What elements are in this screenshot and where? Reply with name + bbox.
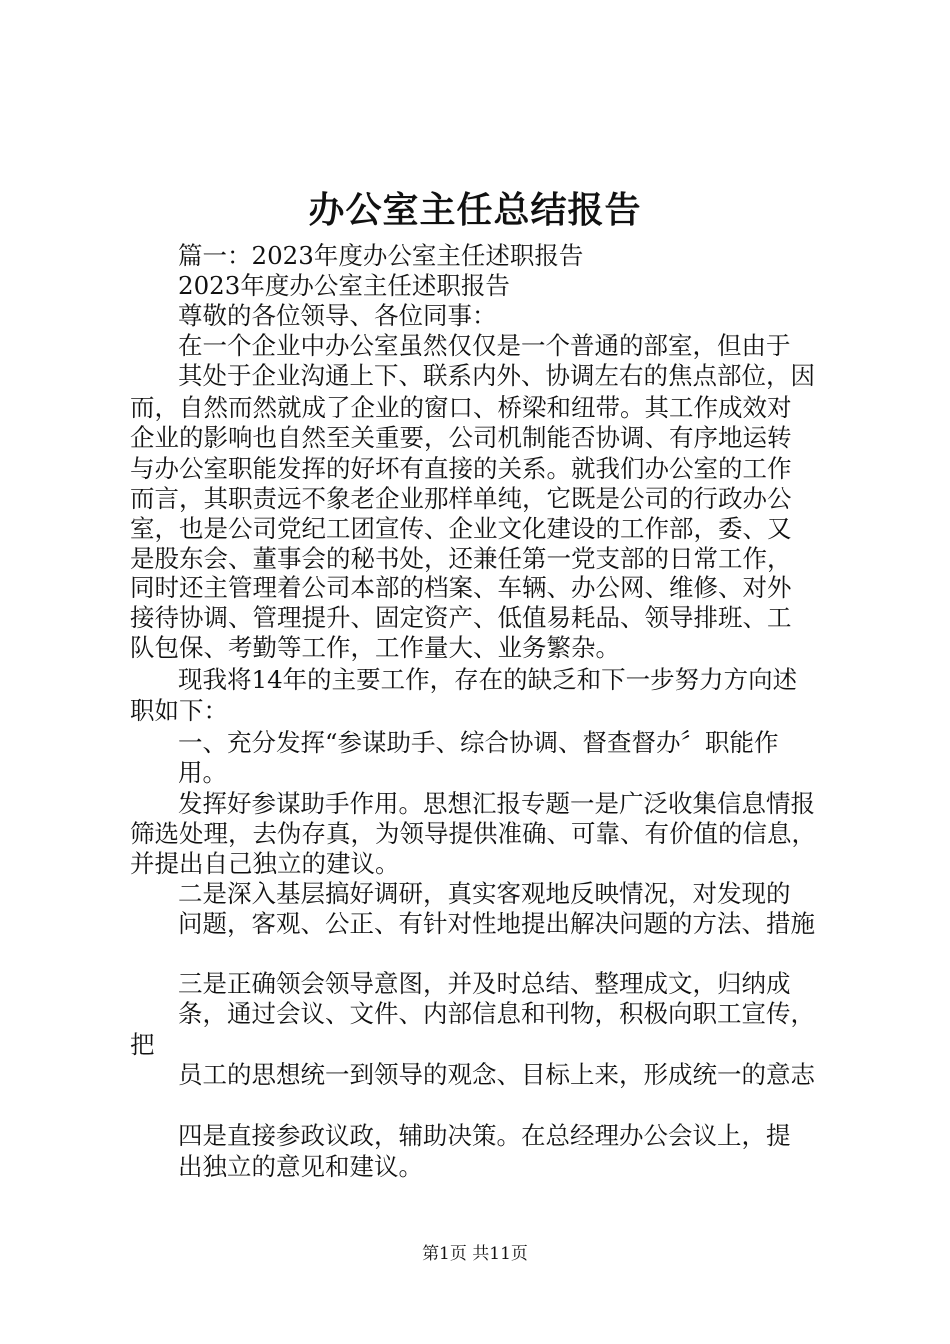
text-line: 是股东会、董事会的秘书处，还兼任第一党支部的日常工作，	[130, 544, 792, 573]
text-line: 其处于企业沟通上下、联系内外、协调左右的焦点部位，因	[178, 361, 815, 390]
text-line: 用。	[178, 758, 227, 787]
text-line: 四是直接参政议政，辅助决策。在总经理办公会议上，提	[178, 1121, 791, 1150]
text-line: 问题，客观、公正、有针对性地提出解决问题的方法、措施	[178, 909, 815, 938]
text-line: 出独立的意见和建议。	[178, 1152, 423, 1181]
text-line: 接待协调、管理提升、固定资产、低值易耗品、领导排班、工	[130, 603, 792, 632]
page-number-footer: 第1页 共11页	[422, 1244, 528, 1264]
text-line: 而言，其职责远不象老企业那样单纯，它既是公司的行政办公	[130, 484, 792, 513]
text-line: 一、充分发挥“参谋助手、综合协调、督查督办〞职能作	[178, 728, 779, 757]
text-line: 2023年度办公室主任述职报告	[178, 271, 510, 300]
text-line: 篇一：2023年度办公室主任述职报告	[178, 241, 584, 270]
text-line: 条，通过会议、文件、内部信息和刊物，积极向职工宣传，	[178, 999, 815, 1028]
text-line: 而，自然而然就成了企业的窗口、桥梁和纽带。其工作成效对	[130, 393, 792, 422]
text-line: 二是深入基层搞好调研，真实客观地反映情况，对发现的	[178, 879, 791, 908]
text-line: 筛选处理，去伪存真，为领导提供准确、可靠、有价值的信息，	[130, 819, 816, 848]
text-line: 发挥好参谋助手作用。思想汇报专题一是广泛收集信息情报	[178, 789, 815, 818]
text-line: 企业的影响也自然至关重要，公司机制能否协调、有序地运转	[130, 423, 792, 452]
text-line: 尊敬的各位领导、各位同事：	[178, 301, 497, 330]
text-line: 在一个企业中办公室虽然仅仅是一个普通的部室，但由于	[178, 331, 791, 360]
text-line: 并提出自己独立的建议。	[130, 849, 400, 878]
text-line: 与办公室职能发挥的好坏有直接的关系。就我们办公室的工作	[130, 454, 792, 483]
text-line: 队包保、考勤等工作，工作量大、业务繁杂。	[130, 633, 620, 662]
text-line: 把	[130, 1030, 155, 1059]
text-line: 现我将14年的主要工作，存在的缺乏和下一步努力方向述	[178, 665, 798, 694]
document-title: 办公室主任总结报告	[308, 189, 642, 231]
text-line: 职如下：	[130, 696, 228, 725]
text-line: 三是正确领会领导意图，并及时总结、整理成文，归纳成	[178, 969, 791, 998]
text-line: 员工的思想统一到领导的观念、目标上来，形成统一的意志	[178, 1060, 815, 1089]
text-line: 同时还主管理着公司本部的档案、车辆、办公网、维修、对外	[130, 573, 792, 602]
text-line: 室，也是公司党纪工团宣传、企业文化建设的工作部，委、又	[130, 514, 792, 543]
